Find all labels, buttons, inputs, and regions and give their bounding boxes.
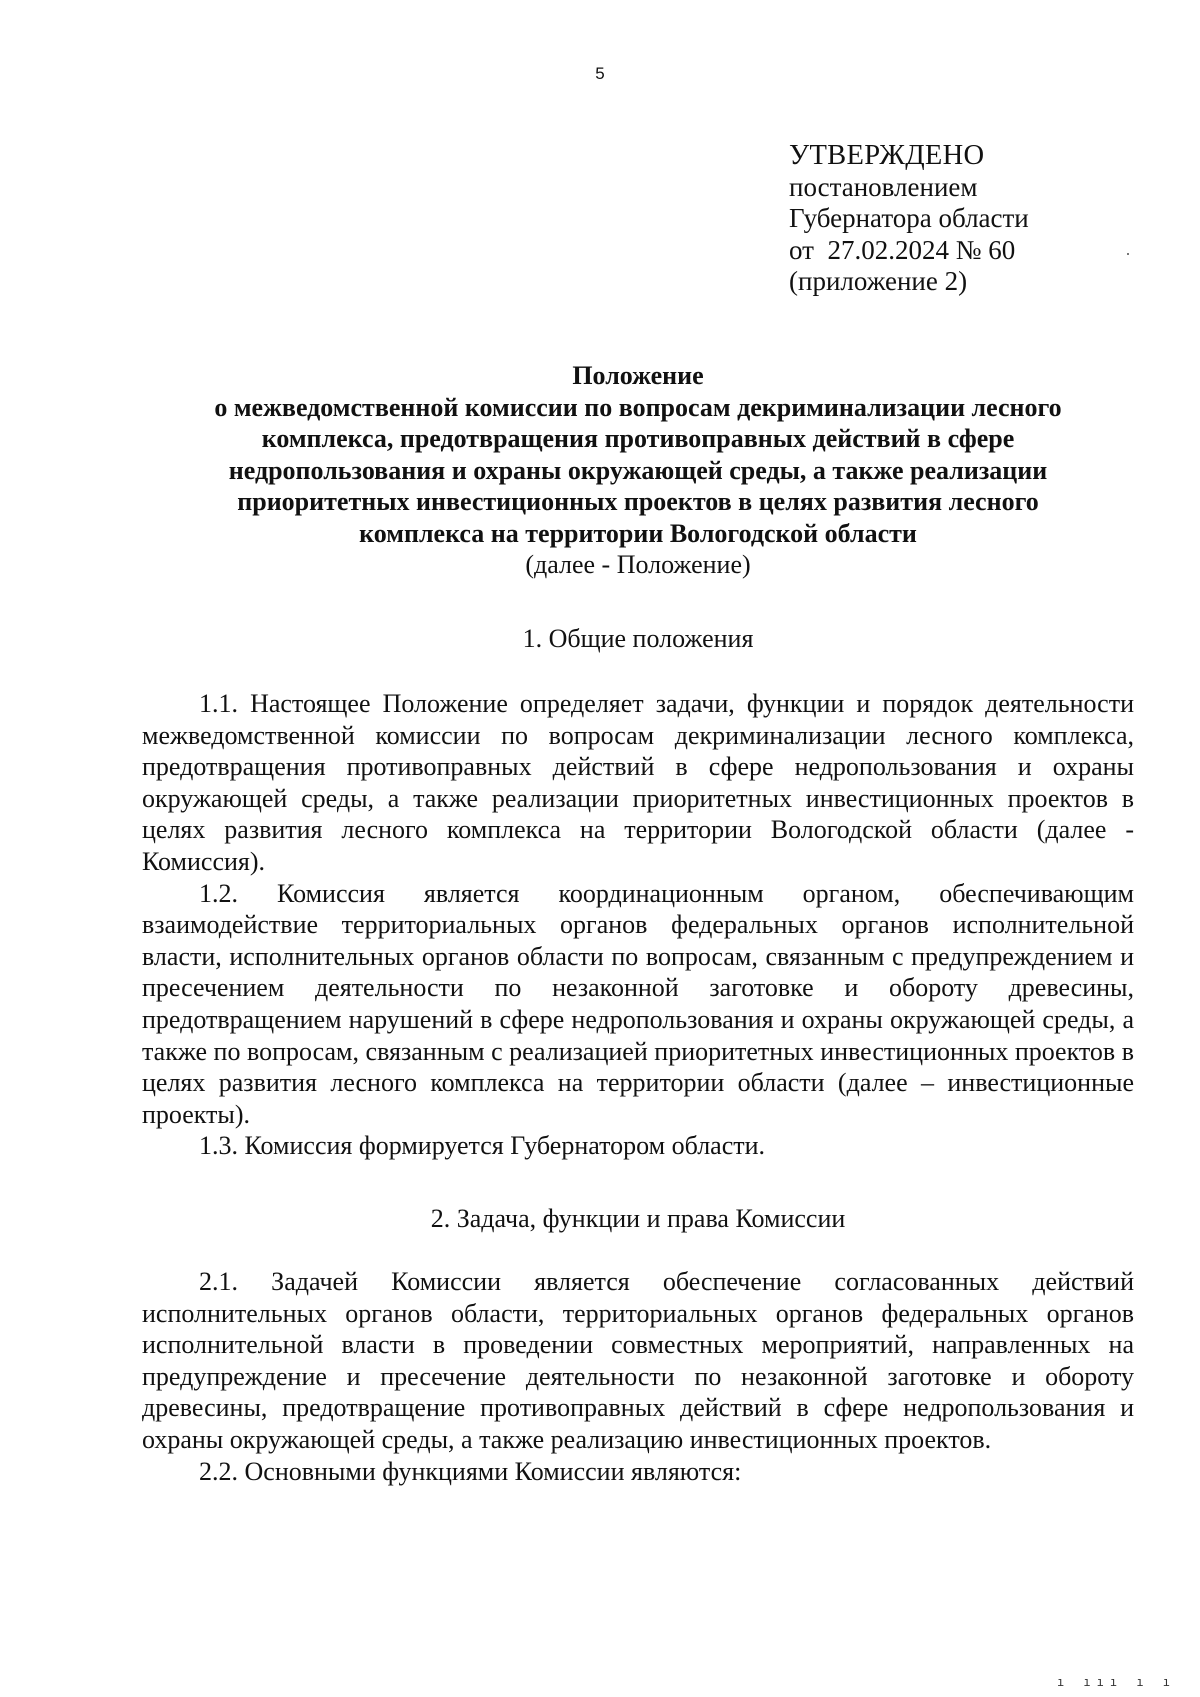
approval-block — [789, 140, 1029, 298]
document-title — [140, 360, 1136, 581]
section-1-heading: 1. Общие положения — [522, 624, 754, 653]
title-line: недропользования и охраны окружающей среды, а также реализации — [228, 455, 1048, 485]
title-line: комплекса, предотвращения противоправных действий в сфере — [261, 424, 1015, 453]
scan-edge-marks: ı ııı ı ı — [1056, 1675, 1176, 1689]
title-line: комплекса на территории Вологодской области — [359, 518, 917, 548]
approval-line-appendix: (приложение 2) — [789, 266, 968, 296]
approval-line-resolution: постановлением — [789, 171, 978, 202]
approval-line-governor: Губернатора области — [789, 203, 1029, 233]
paragraph-1-2: 1.2. Комиссия является координационным органом, обеспечивающим взаимодействие территориальных органов федеральных органов исполнительной власти, исполнительных органов области по вопросам, связанным с предупреждением и пресечением деятельности по незаконной заготовке и обороту древесины, предотвращением нарушений в сфере недропользования и охраны окружающей среды, а также по вопросам, связанным с реализацией приоритетных инвестиционных проектов в целях развития лесного комплекса на территории области (далее – инвестиционные проекты). — [142, 878, 1134, 1129]
paragraph-1-1: 1.1. Настоящее Положение определяет задачи, функции и порядок деятельности межведомственной комиссии по вопросам декриминализации лесного комплекса, предотвращения противоправных действий в сфере недропользования и охраны окружающей среды, а также реализации приоритетных инвестиционных проектов в целях развития лесного комплекса на территории Вологодской области (далее - Комиссия). — [142, 689, 1134, 876]
section-1-body — [142, 688, 1134, 1162]
paragraph-2-2: 2.2. Основными функциями Комиссии являются: — [199, 1456, 742, 1486]
section-2-heading: 2. Задача, функции и права Комиссии — [430, 1204, 846, 1233]
scan-artifact-dot — [1127, 253, 1129, 255]
section-2-body — [142, 1266, 1134, 1487]
title-note: (далее - Положение) — [525, 550, 751, 579]
title-line: о межведомственной комиссии по вопросам декриминализации лесного — [214, 392, 1062, 422]
page-number: 5 — [595, 64, 605, 83]
title-line: приоритетных инвестиционных проектов в целях развития лесного — [237, 487, 1039, 516]
paragraph-2-1: 2.1. Задачей Комиссии является обеспечение согласованных действий исполнительных органов области, территориальных органов федеральных органов исполнительной власти в проведении совместных мероприятий, направленных на предупреждение и пресечение деятельности по незаконной заготовке и обороту древесины, предотвращение противоправных действий в сфере недропользования и охраны окружающей среды, а также реализацию инвестиционных проектов. — [142, 1267, 1134, 1454]
paragraph-1-3: 1.3. Комиссия формируется Губернатором области. — [199, 1131, 766, 1161]
approval-stamp: УТВЕРЖДЕНО — [789, 140, 985, 171]
approval-line-date-number: от 27.02.2024 № 60 — [789, 234, 1016, 265]
title-heading: Положение — [572, 361, 704, 390]
